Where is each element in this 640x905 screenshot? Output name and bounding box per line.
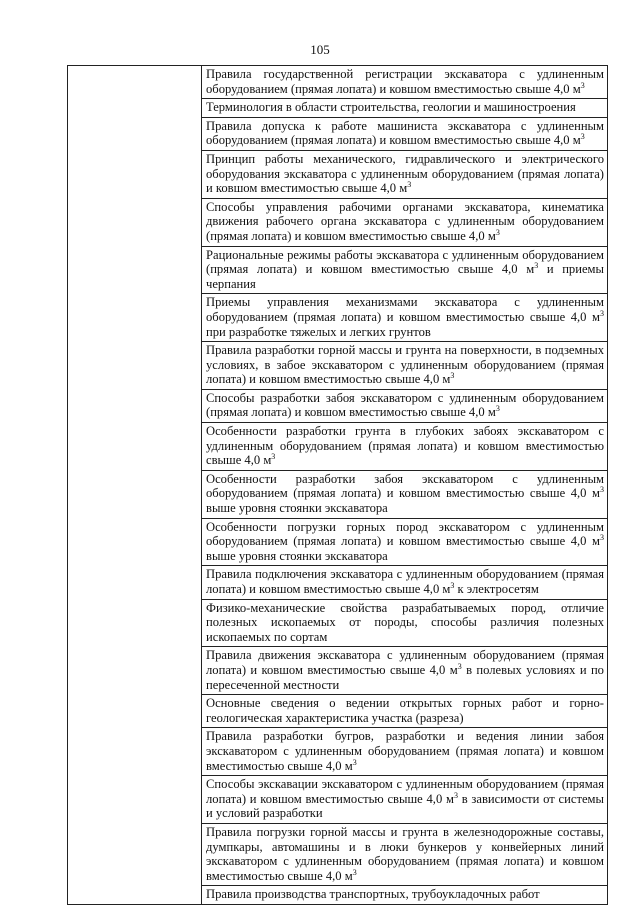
row-text: Рациональные режимы работы экскаватора с удлиненным оборудованием (прямая лопата) и ковшом вместимостью свыше 4,0 м xyxy=(206,247,604,277)
row-text-cell xyxy=(202,66,608,99)
empty-left-cell xyxy=(68,66,202,905)
row-text: Способы экскавации экскаватором с удлиненным оборудованием (прямая лопата) и ковшом вместимостью свыше 4,0 м xyxy=(206,777,604,806)
row-text: Правила погрузки горной массы и грунта в железнодорожные составы, думпкары, автомашины и в люки бункеров у конвейерных линий экскаватором с удлиненным оборудованием (прямая лопата) и ковшом вместимостью свыше 4,0 м xyxy=(206,824,604,883)
row-text-cell xyxy=(202,117,608,150)
row-text: Терминология в области строительства, геологии и машиностроения xyxy=(206,100,576,115)
unit-exponent: 3 xyxy=(495,227,500,237)
row-text-continuation: к электросетям xyxy=(454,582,539,596)
unit-exponent: 3 xyxy=(600,485,604,495)
row-text-continuation: выше уровня стоянки экскаватора xyxy=(206,548,388,563)
row-text: Правила движения экскаватора с удлиненным оборудованием (прямая лопата) и ковшом вместимостью свыше 4,0 м xyxy=(206,648,604,677)
row-text: Правила производства транспортных, трубоукладочных работ xyxy=(206,887,540,902)
row-text-cell xyxy=(202,566,608,599)
unit-exponent: 3 xyxy=(352,867,357,877)
row-text: Правила подключения экскаватора с удлиненным оборудованием (прямая лопата) и ковшом вместимостью свыше 4,0 м xyxy=(206,567,604,596)
row-text-cell xyxy=(202,599,608,647)
unit-exponent: 3 xyxy=(450,371,455,381)
row-text: Особенности погрузки горных пород экскаватором с удлиненным оборудованием (прямая лопата) и ковшом вместимостью свыше 4,0 м xyxy=(206,519,604,549)
row-text-cell xyxy=(202,776,608,824)
unit-exponent: 3 xyxy=(580,132,585,142)
unit-exponent: 3 xyxy=(457,661,462,671)
unit-exponent: 3 xyxy=(580,80,585,90)
row-text-cell xyxy=(202,518,608,566)
unit-exponent: 3 xyxy=(407,179,412,189)
unit-exponent: 3 xyxy=(352,757,357,767)
row-text-cell xyxy=(202,294,608,342)
row-text-cell xyxy=(202,99,608,118)
unit-exponent: 3 xyxy=(453,790,458,800)
unit-exponent: 3 xyxy=(600,533,604,543)
row-text-cell xyxy=(202,150,608,198)
row-text-cell xyxy=(202,470,608,518)
page-number: 105 xyxy=(310,42,330,57)
row-text-continuation: в зависимости от системы и условий разработки xyxy=(206,791,604,821)
row-text-cell xyxy=(202,198,608,246)
row-text: Особенности разработки забоя экскаватором с удлиненным оборудованием (прямая лопата) и ковшом вместимостью свыше 4,0 м xyxy=(206,471,604,501)
unit-exponent: 3 xyxy=(495,404,500,414)
row-text: Особенности разработки грунта в глубоких забоях экскаватором с удлиненным оборудованием (прямая лопата) и ковшом вместимостью свыше 4,0 м xyxy=(206,424,604,468)
row-text: Физико-механические свойства разрабатываемых пород, отличие полезных ископаемых от породы, способы различия полезных ископаемых по сортам xyxy=(206,600,604,644)
row-text: Правила государственной регистрации экскаватора с удлиненным оборудованием (прямая лопата) и ковшом вместимостью свыше 4,0 м xyxy=(206,67,604,96)
row-text: Принцип работы механического, гидравлического и электрического оборудования экскаватора с удлиненным оборудованием (прямая лопата) и ковшом вместимостью свыше 4,0 м xyxy=(206,151,604,196)
row-text: Правила допуска к работе машиниста экскаватора с удлиненным оборудованием (прямая лопата) и ковшом вместимостью свыше 4,0 м xyxy=(206,118,604,148)
unit-exponent: 3 xyxy=(534,260,539,270)
row-text: Приемы управления механизмами экскаватора с удлиненным оборудованием (прямая лопата) и ковшом вместимостью свыше 4,0 м xyxy=(206,295,604,324)
row-text: Способы управления рабочими органами экскаватора, кинематика движения рабочего органа экскаватора с удлиненным оборудованием (прямая лопата) и ковшом вместимостью свыше 4,0 м xyxy=(206,199,604,243)
row-text-continuation: выше уровня стоянки экскаватора xyxy=(206,501,388,516)
row-text: Основные сведения о ведении открытых горных работ и горно-геологическая характеристика участка (разреза) xyxy=(206,696,604,725)
table-row xyxy=(68,66,608,99)
row-text-continuation: при разработке тяжелых и легких грунтов xyxy=(206,324,431,339)
row-text-cell xyxy=(202,342,608,390)
row-text-cell xyxy=(202,886,608,905)
row-text-cell xyxy=(202,695,608,728)
row-text-cell xyxy=(202,823,608,885)
unit-exponent: 3 xyxy=(450,580,455,590)
knowledge-table xyxy=(67,65,608,905)
row-text-cell xyxy=(202,389,608,422)
row-text-cell xyxy=(202,728,608,776)
row-text: Правила разработки бугров, разработки и ведения линии забоя экскаватором с удлиненным оборудованием (прямая лопата) и ковшом вместимостью свыше 4,0 м xyxy=(206,729,604,773)
row-text: Правила разработки горной массы и грунта на поверхности, в подземных условиях, в забое экскаватором с удлиненным оборудованием (прямая лопата) и ковшом вместимостью свыше 4,0 м xyxy=(206,343,604,387)
table-body xyxy=(68,66,608,905)
unit-exponent: 3 xyxy=(600,308,604,318)
row-text-continuation: и приемы черпания xyxy=(206,262,604,291)
row-text-continuation: в полевых условиях и по пересеченной местности xyxy=(206,662,604,692)
row-text-cell xyxy=(202,246,608,294)
unit-exponent: 3 xyxy=(271,452,276,462)
row-text-cell xyxy=(202,423,608,471)
row-text: Способы разработки забоя экскаватором с удлиненным оборудованием (прямая лопата) и ковшом вместимостью свыше 4,0 м xyxy=(206,390,604,420)
row-text-cell xyxy=(202,647,608,695)
